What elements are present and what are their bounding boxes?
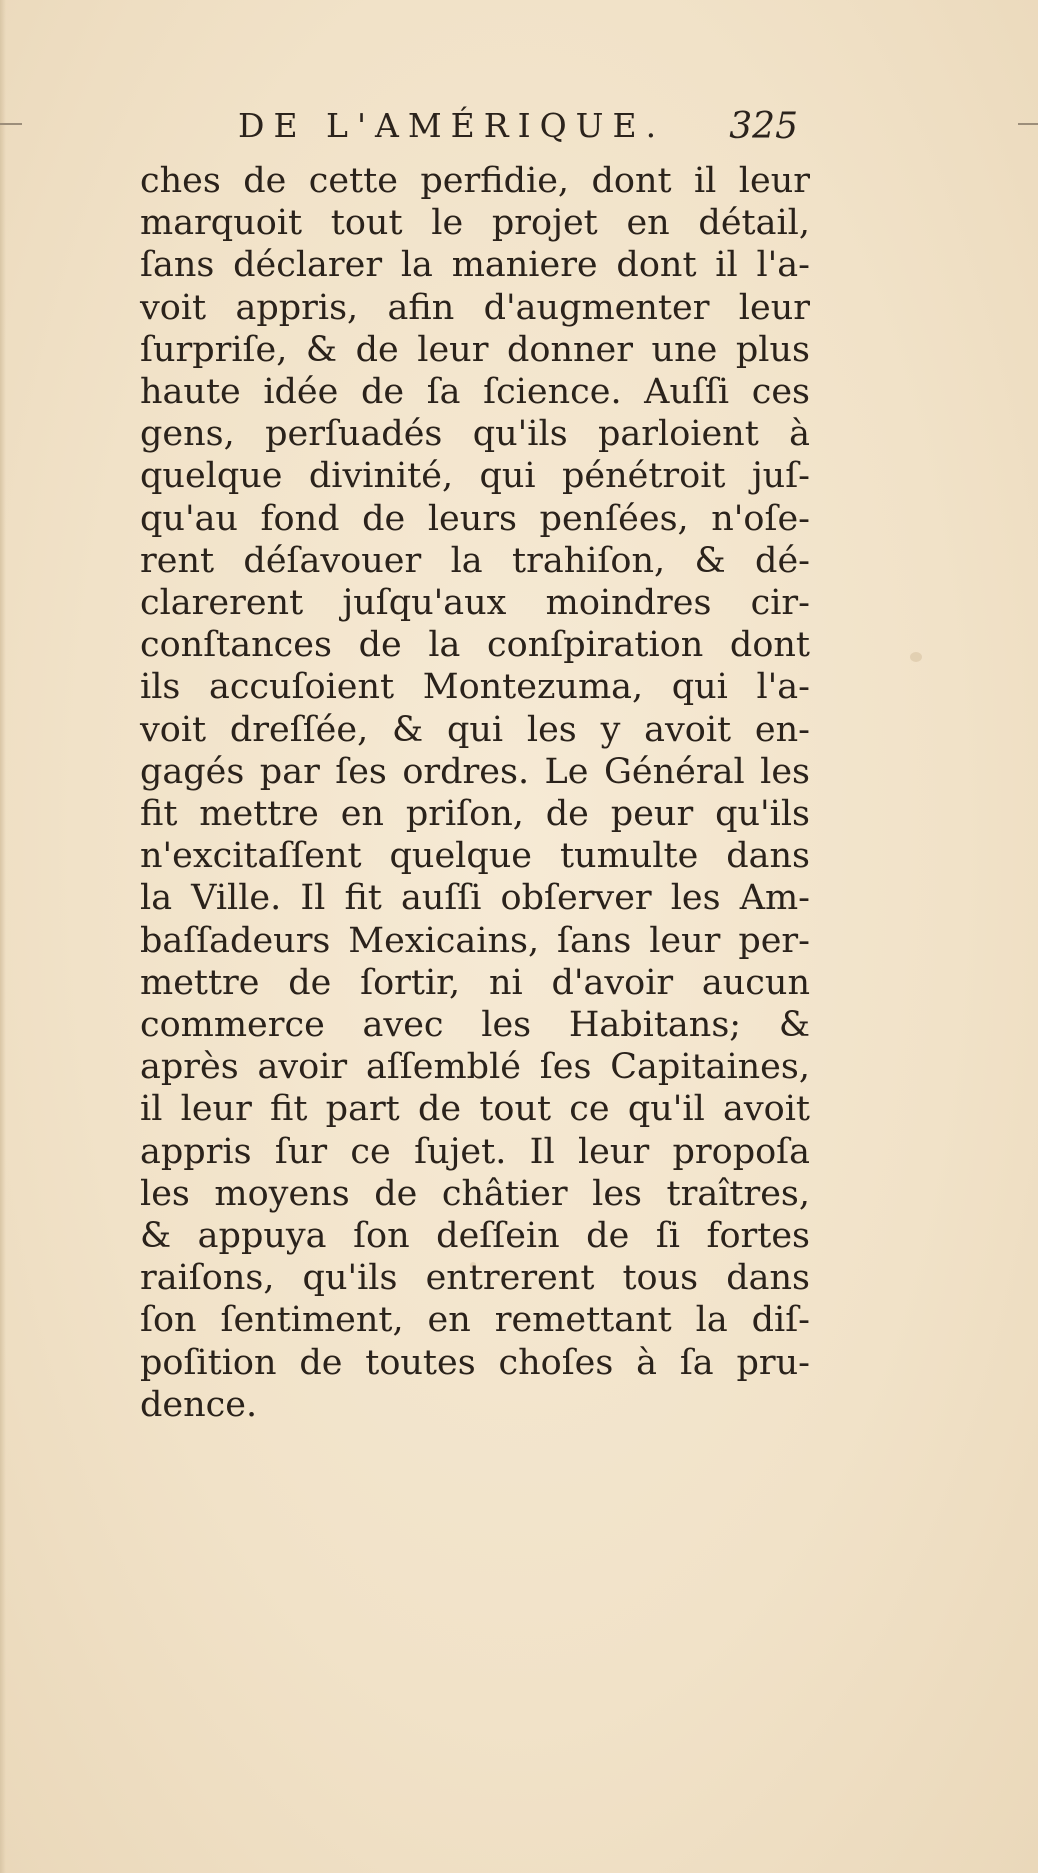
- text-line: quelque divinité, qui pénétroit juſ-: [140, 456, 810, 497]
- text-line: après avoir aſſemblé ſes Capitaines,: [140, 1047, 810, 1088]
- text-line: les moyens de châtier les traîtres,: [140, 1173, 810, 1214]
- text-line: fit mettre en priſon, de peur qu'ils: [140, 794, 810, 835]
- text-line: voit appris, afin d'augmenter leur: [140, 287, 810, 328]
- margin-mark: [1018, 123, 1038, 125]
- text-line: poſition de toutes choſes à ſa pru-: [140, 1342, 810, 1383]
- text-line: ſans déclarer la maniere dont il l'a-: [140, 245, 810, 286]
- text-line: raiſons, qu'ils entrerent tous dans: [140, 1258, 810, 1299]
- paper-stain: [910, 652, 922, 662]
- text-line: commerce avec les Habitans; &: [140, 1005, 810, 1046]
- text-line: appris ſur ce ſujet. Il leur propoſa: [140, 1131, 810, 1172]
- text-line: & appuya ſon deſſein de ſi fortes: [140, 1216, 810, 1257]
- text-line: il leur fit part de tout ce qu'il avoit: [140, 1089, 810, 1130]
- text-line: ſon ſentiment, en remettant la diſ-: [140, 1300, 810, 1341]
- page-gutter-shadow: [0, 0, 6, 1873]
- text-line: gens, perſuadés qu'ils parloient à: [140, 414, 810, 455]
- text-line: ches de cette perfidie, dont il leur: [140, 161, 810, 201]
- text-line: mettre de ſortir, ni d'avoir aucun: [140, 962, 810, 1003]
- text-line: marquoit tout le projet en détail,: [140, 203, 810, 244]
- text-line: ſurpriſe, & de leur donner une plus: [140, 329, 810, 370]
- body-text: [140, 160, 810, 1426]
- text-line: baſſadeurs Mexicains, ſans leur per-: [140, 920, 810, 961]
- text-line: conſtances de la conſpiration dont: [140, 625, 810, 666]
- text-line: clarerent juſqu'aux moindres cir-: [140, 583, 810, 624]
- text-line: ils accuſoient Montezuma, qui l'a-: [140, 667, 810, 708]
- text-line: n'excitaſſent quelque tumulte dans: [140, 836, 810, 877]
- text-line: dence.: [140, 1384, 258, 1425]
- page-header: [238, 106, 798, 154]
- text-line: la Ville. Il fit auſſi obſerver les Am-: [140, 878, 810, 919]
- page-number: 325: [729, 106, 798, 147]
- running-title: DE L'AMÉRIQUE.: [238, 106, 666, 145]
- text-line: gagés par ſes ordres. Le Général les: [140, 751, 810, 792]
- text-line: qu'au fond de leurs penſées, n'oſe-: [140, 498, 810, 539]
- text-line: voit dreſſée, & qui les y avoit en-: [140, 709, 810, 750]
- margin-mark: [0, 123, 22, 125]
- text-line: haute idée de ſa ſcience. Auſſi ces: [140, 372, 810, 413]
- text-line: rent déſavouer la trahiſon, & dé-: [140, 540, 810, 581]
